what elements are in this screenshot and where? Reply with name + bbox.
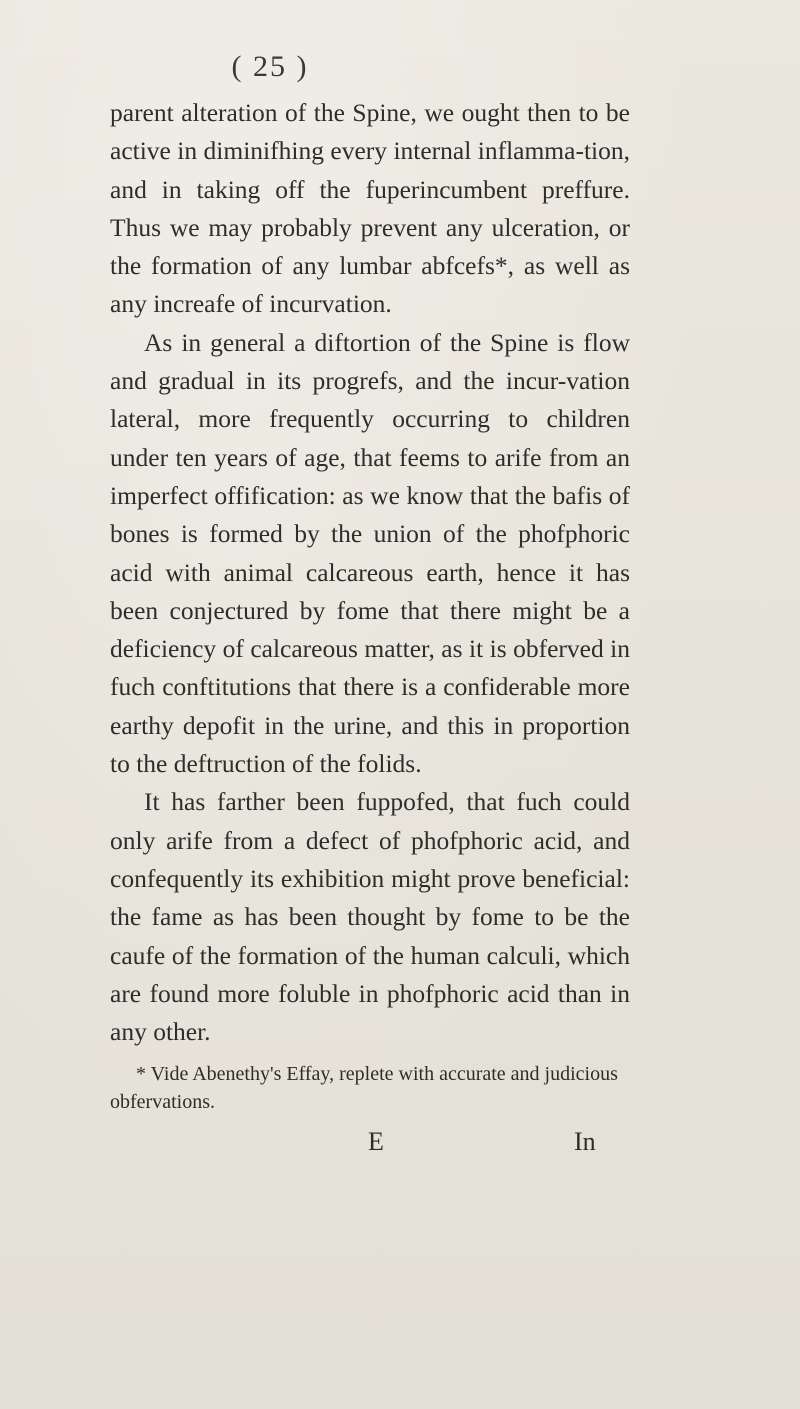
paragraph-2: As in general a diftortion of the Spine is flow and gradual in its progrefs, and the incur-vation lateral, more frequently occurring to children under ten years of age, that feems to arife from an imperfect offification: as we know that the bafis of bones is formed by the union of the phofphoric acid with animal calcareous earth, hence it has been conjectured by fome that there might be a deficiency of calcareous matter, as it is obferved in fuch conftitutions that there is a confiderable more earthy depofit in the urine, and this in proportion to the deftruction of the folids. xyxy=(110,327,630,779)
page-number: ( 25 ) xyxy=(231,50,309,83)
signature-mark: E xyxy=(368,1127,384,1156)
footnote-text: * Vide Abenethy's Effay, replete with accurate and judicious obfervations. xyxy=(110,1063,618,1113)
catchword: In xyxy=(574,1127,596,1156)
footnote xyxy=(110,1060,630,1116)
paragraph-1: parent alteration of the Spine, we ought then to be active in diminifhing every internal inflamma-tion, and in taking off the fuperincumbent preffure. Thus we may probably prevent any ulceration, or the formation of any lumbar abfcefs*, as well as any increafe of incurvation. xyxy=(110,98,630,319)
body-text xyxy=(110,94,630,1051)
paragraph-3: It has farther been fuppofed, that fuch could only arife from a defect of phofphoric acid, and confequently its exhibition might prove beneficial: the fame as has been thought by fome to be the caufe of the formation of the human calculi, which are found more foluble in phofphoric acid than in any other. xyxy=(110,787,630,1047)
